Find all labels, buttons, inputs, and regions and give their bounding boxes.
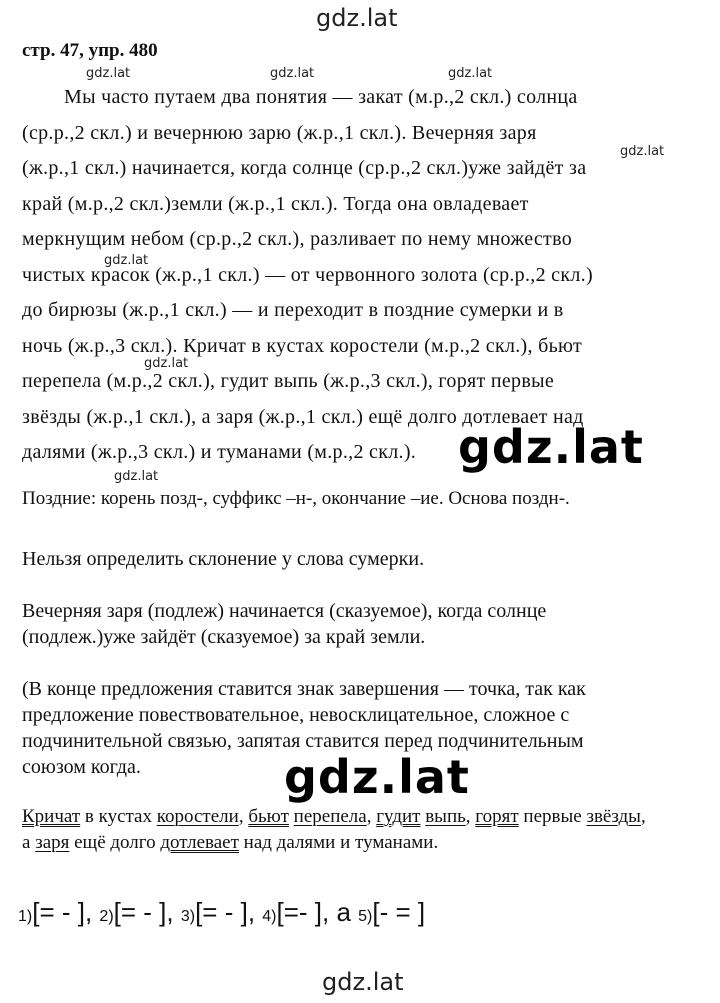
watermark: gdz.lat bbox=[620, 144, 665, 159]
watermark: gdz.lat bbox=[270, 66, 315, 81]
subject-word: заря bbox=[35, 832, 70, 853]
clause-scheme: [= - ], bbox=[113, 897, 181, 927]
text-line: Мы часто путаем два понятия — закат (м.р.,2 скл.) солнца bbox=[64, 86, 578, 108]
subject-word: коростели bbox=[156, 806, 239, 827]
clause-scheme: [= - ], bbox=[195, 897, 263, 927]
text-line: далями (ж.р.,3 скл.) и туманами (м.р.,2 скл.). bbox=[22, 441, 417, 463]
text-line: до бирюзы (ж.р.,1 скл.) — и переходит в поздние сумерки и в bbox=[22, 299, 564, 321]
subject-word: перепела bbox=[293, 806, 367, 827]
scheme-number: 3) bbox=[180, 908, 196, 925]
scheme-number: 1) bbox=[18, 908, 33, 925]
text-line: край (м.р.,2 скл.)земли (ж.р.,1 скл.). Тогда она овладевает bbox=[22, 193, 529, 215]
watermark: gdz.lat bbox=[144, 356, 189, 371]
sentence-text: , bbox=[238, 806, 249, 827]
syntax-line: (подлеж.)уже зайдёт (сказуемое) за край земли. bbox=[22, 626, 426, 648]
sentence-text: , bbox=[366, 806, 377, 827]
watermark-bottom: gdz.lat bbox=[322, 968, 404, 996]
sentence-text: , bbox=[640, 806, 646, 827]
predicate-word: дотлевает bbox=[160, 832, 239, 853]
watermark: gdz.lat bbox=[448, 66, 493, 81]
text-line: ночь (ж.р.,3 скл.). Кричат в кустах коростели (м.р.,2 скл.), бьют bbox=[22, 335, 583, 357]
text-line: меркнущим небом (ср.р.,2 скл.), разливает по нему множество bbox=[22, 228, 573, 250]
scheme-number: 5) bbox=[358, 908, 373, 925]
watermark: gdz.lat bbox=[114, 469, 159, 484]
text-line: (ср.р.,2 скл.) и вечернюю зарю (ж.р.,1 скл.). Вечерняя заря bbox=[22, 122, 537, 144]
watermark-large: gdz.lat bbox=[458, 420, 644, 474]
clause-scheme: [=- ], а bbox=[276, 897, 359, 927]
predicate-word: горят bbox=[475, 806, 519, 827]
punctuation-line: союзом когда. bbox=[22, 756, 141, 778]
subject-word: звёзды bbox=[586, 806, 641, 827]
text-line: (ж.р.,1 скл.) начинается, когда солнце (ср.р.,2 скл.)уже зайдёт за bbox=[22, 157, 587, 179]
scheme-number: 4) bbox=[262, 908, 277, 925]
subject-word: выпь bbox=[425, 806, 466, 827]
parsed-sentence-line bbox=[22, 806, 646, 828]
parsed-sentence-line bbox=[22, 832, 438, 854]
scheme-number: 2) bbox=[99, 908, 114, 925]
syntax-line: Вечерняя заря (подлеж) начинается (сказуемое), когда солнце bbox=[22, 600, 547, 622]
text-line: перепела (м.р.,2 скл.), гудит выпь (ж.р.,3 скл.), горят первые bbox=[22, 370, 555, 392]
sentence-text: в кустах bbox=[80, 806, 157, 827]
watermark: gdz.lat bbox=[86, 66, 131, 81]
declension-note: Нельзя определить склонение у слова сумерки. bbox=[22, 548, 425, 570]
clause-scheme: [- = ] bbox=[372, 897, 426, 927]
watermark: gdz.lat bbox=[104, 253, 149, 268]
punctuation-line: предложение повествовательное, невосклицательное, сложное с bbox=[22, 704, 570, 726]
sentence-text: а bbox=[22, 832, 36, 853]
predicate-word: гудит bbox=[376, 806, 421, 827]
watermark-large: gdz.lat bbox=[284, 750, 470, 804]
text-line: чистых красок (ж.р.,1 скл.) — от червонного золота (ср.р.,2 скл.) bbox=[22, 264, 593, 286]
morphemic-analysis: Поздние: корень позд-, суффикс –н-, окончание –ие. Основа поздн-. bbox=[22, 488, 570, 509]
sentence-schemes bbox=[18, 897, 425, 928]
punctuation-line: подчинительной связью, запятая ставится перед подчинительным bbox=[22, 730, 584, 752]
sentence-text: первые bbox=[518, 806, 587, 827]
clause-scheme: [= - ], bbox=[32, 897, 100, 927]
sentence-text: ещё долго bbox=[69, 832, 161, 853]
predicate-word: бьют bbox=[248, 806, 289, 827]
punctuation-line: (В конце предложения ставится знак завершения — точка, так как bbox=[22, 678, 586, 700]
watermark-top: gdz.lat bbox=[316, 4, 398, 32]
predicate-word: Кричат bbox=[22, 806, 81, 827]
sentence-text: над далями и туманами. bbox=[238, 832, 439, 853]
exercise-header: стр. 47, упр. 480 bbox=[22, 40, 158, 61]
text-line: звёзды (ж.р.,1 скл.), а заря (ж.р.,1 скл.) ещё долго дотлевает над bbox=[22, 406, 584, 428]
sentence-text: , bbox=[465, 806, 476, 827]
